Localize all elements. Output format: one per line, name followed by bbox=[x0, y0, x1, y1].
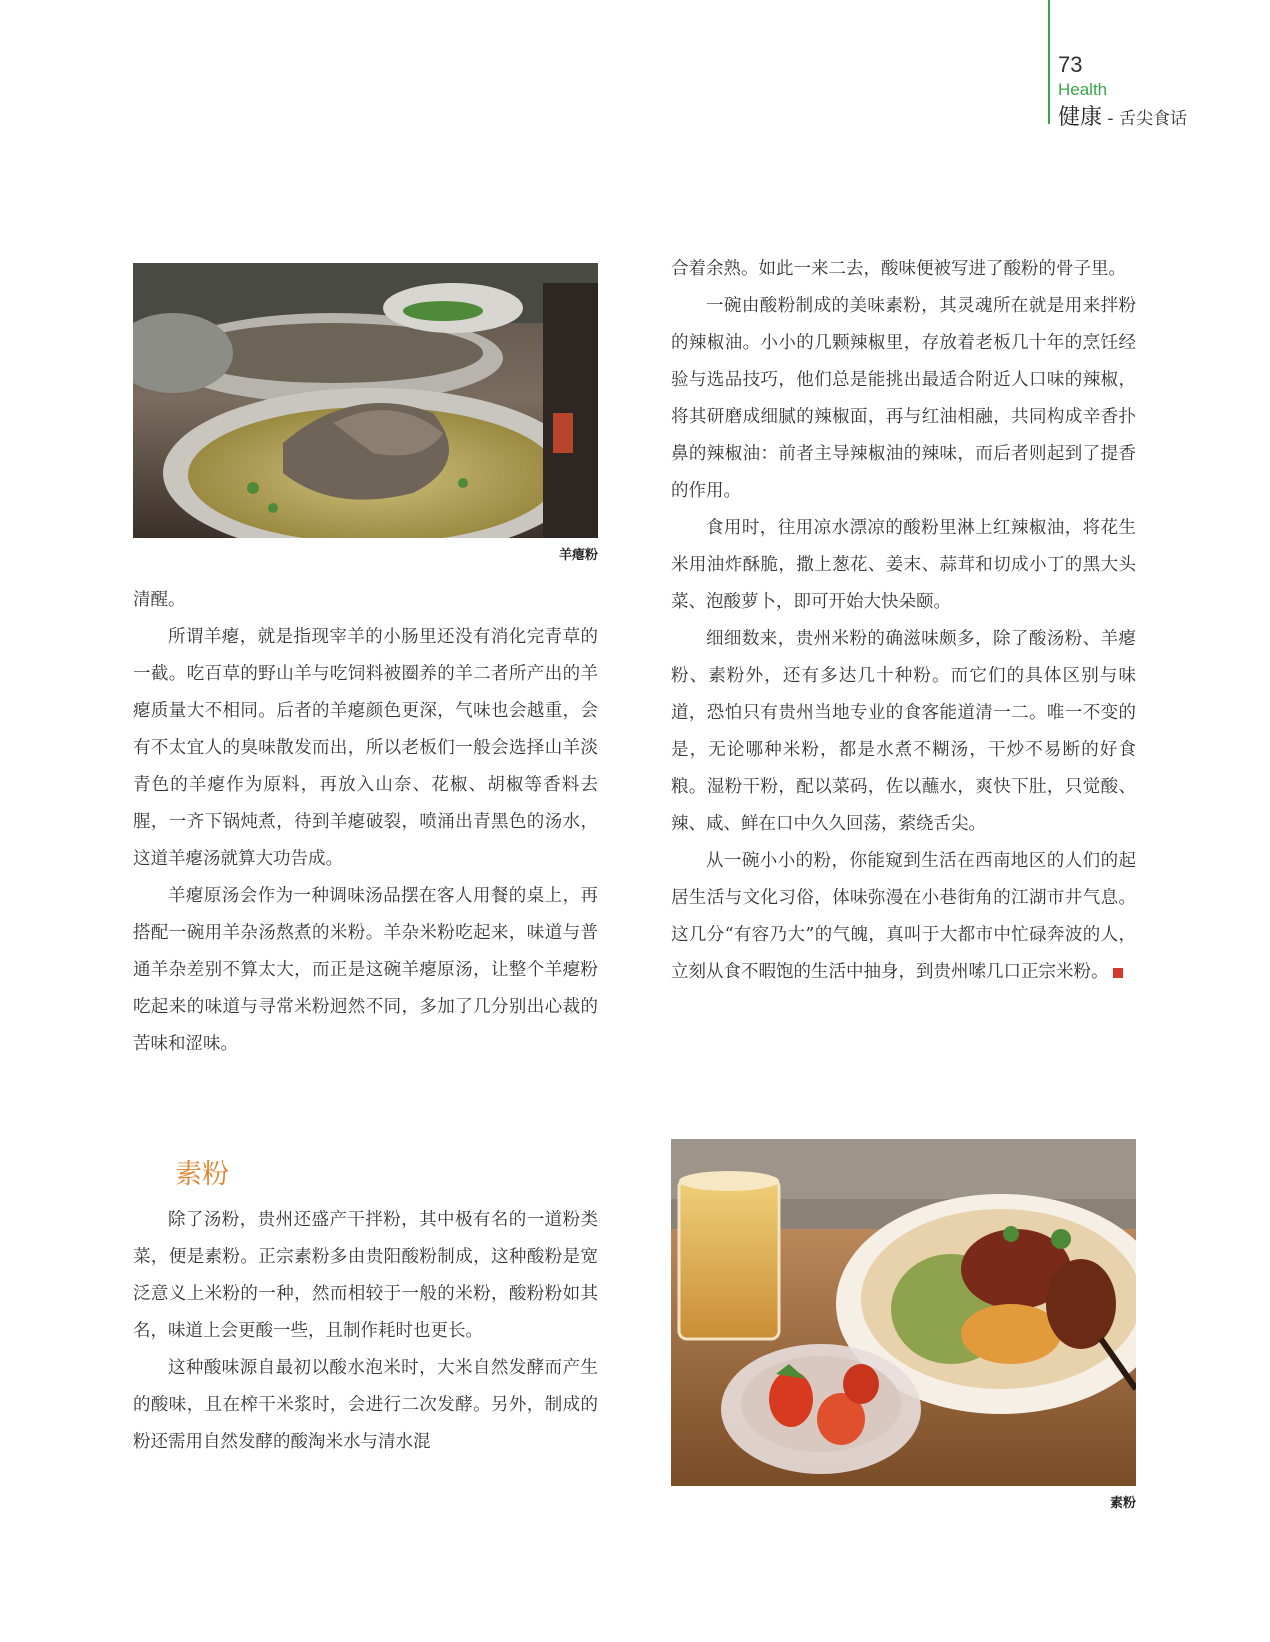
paragraph: 合着余熟。如此一来二去，酸味便被写进了酸粉的骨子里。 bbox=[671, 259, 1126, 279]
left-column-top bbox=[133, 582, 598, 1063]
paragraph: 这种酸味源自最初以酸水泡米时，大米自然发酵而产生的酸味，且在榨干米浆时，会进行二次发酵。另外，制成的粉还需用自然发酵的酸淘米水与清水混 bbox=[133, 1358, 598, 1452]
paragraph bbox=[671, 843, 1136, 991]
photo-caption: 素粉 bbox=[1109, 1496, 1136, 1511]
page-number: 73 bbox=[1058, 52, 1083, 77]
paragraph-text: 从一碗小小的粉，你能窥到生活在西南地区的人们的起居生活与文化习俗，体味弥漫在小巷街角的江湖市井气息。这几分“有容乃大”的气魄，真叫于大都市中忙碌奔波的人，立刻从食不暇饱的生活中抽身，到贵州嗦几口正宗米粉。 bbox=[671, 851, 1136, 982]
paragraph: 一碗由酸粉制成的美味素粉，其灵魂所在就是用来拌粉的辣椒油。小小的几颗辣椒里，存放着老板几十年的烹饪经验与选品技巧，他们总是能挑出最适合附近人口味的辣椒，将其研磨成细腻的辣椒面，再与红油相融，共同构成辛香扑鼻的辣椒油：前者主导辣椒油的辣味，而后者则起到了提香的作用。 bbox=[671, 296, 1136, 501]
mutton-noodle-photo bbox=[133, 263, 598, 538]
vegetarian-noodle-photo bbox=[671, 1139, 1136, 1486]
section-label-cn bbox=[1058, 100, 1187, 131]
left-column-bottom bbox=[133, 1202, 598, 1461]
subsection-title: - 舌尖食话 bbox=[1102, 109, 1187, 129]
header-divider bbox=[1048, 0, 1050, 124]
right-column bbox=[671, 251, 1136, 991]
section-title: 健康 bbox=[1058, 105, 1103, 130]
paragraph: 食用时，往用凉水漂凉的酸粉里淋上红辣椒油，将花生米用油炸酥脆，撒上葱花、姜末、蒜茸和切成小丁的黑大头菜、泡酸萝卜，即可开始大快朵颐。 bbox=[671, 518, 1136, 612]
end-of-article-icon bbox=[1113, 968, 1123, 978]
section-label-en: Health bbox=[1058, 80, 1108, 99]
section-heading: 素粉 bbox=[175, 1159, 229, 1190]
paragraph: 所谓羊瘪，就是指现宰羊的小肠里还没有消化完青草的一截。吃百草的野山羊与吃饲料被圈养的羊二者所产出的羊瘪质量大不相同。后者的羊瘪颜色更深，气味也会越重，会有不太宜人的臭味散发而出，所以老板们一般会选择山羊淡青色的羊瘪作为原料，再放入山奈、花椒、胡椒等香料去腥，一齐下锅炖煮，待到羊瘪破裂，喷涌出青黑色的汤水，这道羊瘪汤就算大功告成。 bbox=[133, 627, 598, 869]
photo-caption: 羊瘪粉 bbox=[558, 548, 598, 563]
paragraph: 除了汤粉，贵州还盛产干拌粉，其中极有名的一道粉类菜，便是素粉。正宗素粉多由贵阳酸粉制成，这种酸粉是宽泛意义上米粉的一种，然而相较于一般的米粉，酸粉粉如其名，味道上会更酸一些，且制作耗时也更长。 bbox=[133, 1210, 598, 1341]
paragraph: 清醒。 bbox=[133, 590, 186, 610]
paragraph: 羊瘪原汤会作为一种调味汤品摆在客人用餐的桌上，再搭配一碗用羊杂汤熬煮的米粉。羊杂米粉吃起来，味道与普通羊杂差别不算太大，而正是这碗羊瘪原汤，让整个羊瘪粉吃起来的味道与寻常米粉迥然不同，多加了几分别出心裁的苦味和涩味。 bbox=[133, 886, 598, 1054]
paragraph: 细细数来，贵州米粉的确滋味颇多，除了酸汤粉、羊瘪粉、素粉外，还有多达几十种粉。而它们的具体区别与味道，恐怕只有贵州当地专业的食客能道清一二。唯一不变的是，无论哪种米粉，都是水煮不糊汤，干炒不易断的好食粮。湿粉干粉，配以菜码，佐以蘸水，爽快下肚，只觉酸、辣、咸、鲜在口中久久回荡，萦绕舌尖。 bbox=[671, 629, 1136, 834]
